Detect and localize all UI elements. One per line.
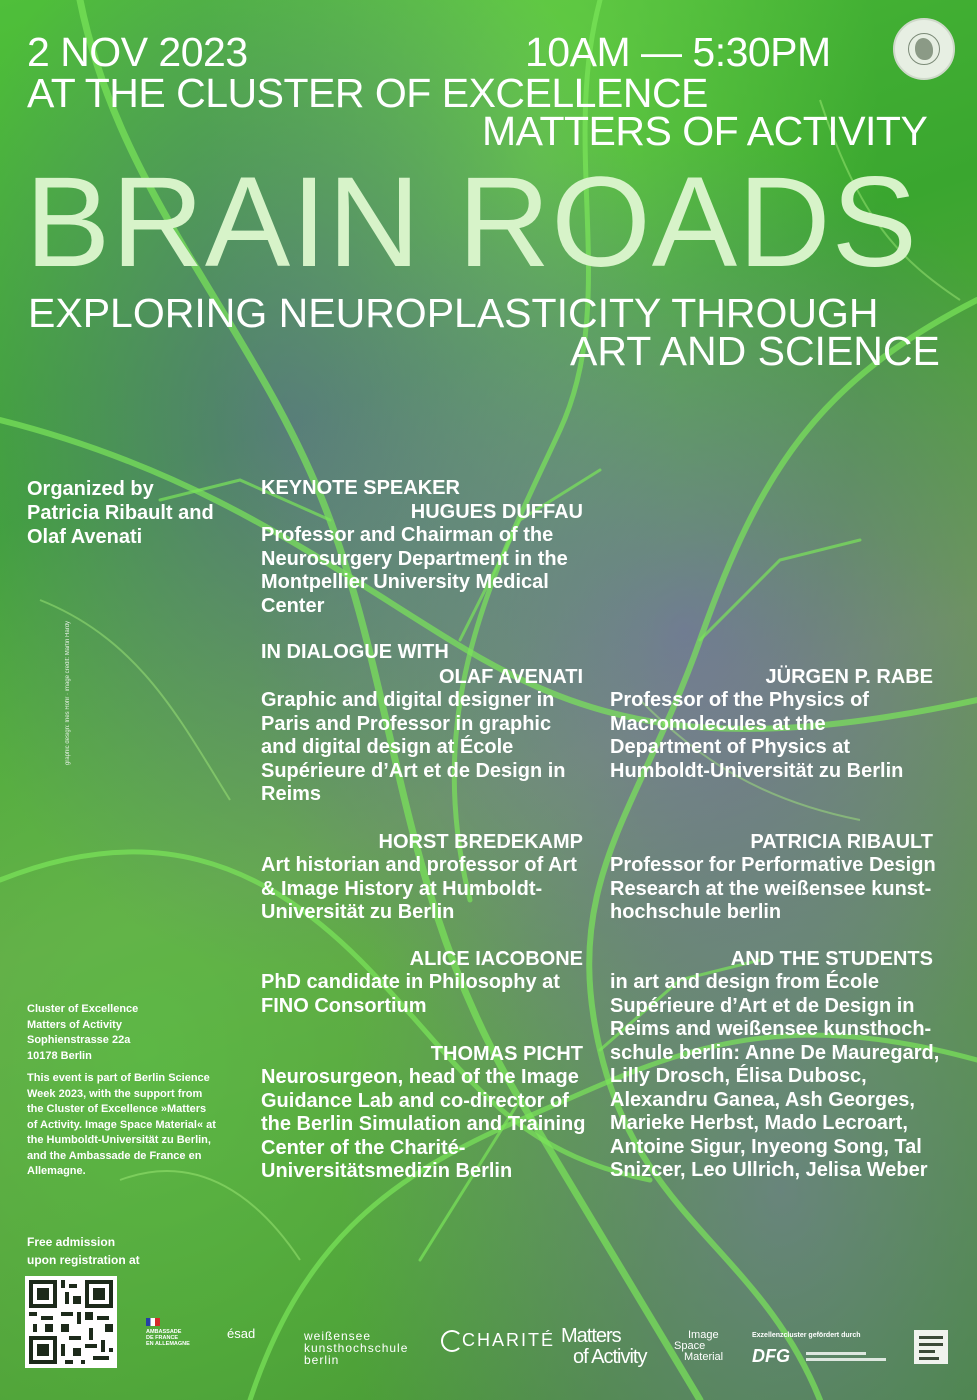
venue-line-1: AT THE CLUSTER OF EXCELLENCE <box>27 70 708 116</box>
event-date: 2 NOV 2023 <box>27 29 248 75</box>
organizers-line: Organized by <box>27 478 154 500</box>
note-line: the Cluster of Excellence »Matters <box>27 1103 207 1115</box>
speaker-name-avenati: OLAF AVENATI <box>438 666 583 688</box>
desc-line: and digital design at École <box>261 736 514 758</box>
keynote-name: HUGUES DUFFAU <box>410 501 583 523</box>
desc-line: Supérieure d’Art et de Design in <box>610 994 915 1017</box>
keynote-label: KEYNOTE SPEAKER <box>261 477 460 499</box>
note-line: Week 2023, with the support from <box>27 1087 203 1100</box>
registration-line: Free admission <box>27 1235 116 1249</box>
speaker-desc-rabe <box>610 689 965 783</box>
ism-line: Material <box>684 1351 724 1363</box>
photo-credit: graphic design: Ines Rohr · image credit: Martin Hardy <box>65 620 72 766</box>
weissensee-line: kunsthochschule <box>304 1341 409 1355</box>
speaker-desc-picht <box>261 1066 606 1184</box>
desc-line: Art historian and professor of Art <box>261 854 577 876</box>
note-line: Allemagne. <box>27 1165 86 1177</box>
note-line: and the Ambassade de France en <box>27 1149 202 1162</box>
address-line: Matters of Activity <box>27 1018 122 1031</box>
organizers-line: Olaf Avenati <box>27 526 143 548</box>
desc-line: Professor of the Physics of <box>610 689 869 711</box>
desc-line: hochschule berlin <box>610 901 782 923</box>
charite-text: CHARITÉ <box>462 1330 556 1350</box>
desc-line: schule berlin: Anne De Mauregard, <box>610 1041 940 1064</box>
speaker-desc-ribault <box>610 854 965 925</box>
desc-line: Antoine Sigur, Inyeong Song, Tal <box>610 1135 922 1158</box>
weissensee-logo <box>304 1330 408 1366</box>
registration-text <box>27 1233 140 1269</box>
image-space-material-logo <box>674 1330 723 1363</box>
matters-line: of Activity <box>573 1346 647 1368</box>
desc-line: Neurosurgery Department in the <box>261 547 568 570</box>
address-line: Cluster of Excellence <box>27 1003 139 1015</box>
ambassade-line: AMBASSADE <box>146 1329 182 1335</box>
charite-logo <box>441 1330 555 1352</box>
dfg-subtitle-graphic <box>806 1350 888 1364</box>
desc-line: Alexandru Ganea, Ash Georges, <box>610 1088 915 1111</box>
desc-line: Reims and weißensee kunsthoch- <box>610 1018 932 1040</box>
speaker-name-rabe: JÜRGEN P. RABE <box>765 666 933 688</box>
desc-line: Universitätsmedizin Berlin <box>261 1160 513 1182</box>
ism-line: Image <box>688 1329 719 1341</box>
desc-line: Center of the Charité- <box>261 1136 466 1159</box>
desc-line: Macromolecules at the <box>610 712 826 735</box>
desc-line: Graphic and digital designer in <box>261 689 555 711</box>
speaker-name-picht: THOMAS PICHT <box>430 1043 583 1065</box>
desc-line: Marieke Herbst, Mado Lecroart, <box>610 1112 908 1134</box>
students-description <box>610 971 970 1183</box>
event-time: 10AM — 5:30PM <box>525 29 831 75</box>
desc-line: Paris and Professor in graphic <box>261 712 552 735</box>
note-line: of Activity. Image Space Material« at <box>27 1118 216 1131</box>
organizers <box>27 477 214 549</box>
berlin-science-week-logo <box>914 1330 948 1364</box>
ambassade-line: DE FRANCE <box>146 1335 179 1341</box>
desc-line: & Image History at Humboldt- <box>261 877 543 900</box>
desc-line: in art and design from École <box>610 971 879 993</box>
dfg-logo: DFG <box>752 1346 790 1366</box>
desc-line: Montpellier University Medical <box>261 571 549 593</box>
ism-line: Space <box>674 1340 706 1352</box>
desc-line: Supérieure d’Art et de Design in <box>261 759 566 782</box>
event-note <box>27 1071 242 1180</box>
desc-line: Humboldt-Universität zu Berlin <box>610 759 904 782</box>
address-line: 10178 Berlin <box>27 1049 92 1062</box>
dfg-caption: Exzellenzcluster gefördert durch <box>752 1332 861 1339</box>
note-line: the Humboldt-Universität zu Berlin, <box>27 1134 211 1146</box>
registration-line: upon registration at <box>27 1253 140 1267</box>
event-title: BRAIN ROADS <box>25 151 918 294</box>
keynote-description <box>261 524 601 618</box>
dialogue-label: IN DIALOGUE WITH <box>261 641 449 663</box>
desc-line: FINO Consortium <box>261 994 427 1017</box>
ambassade-de-france-logo <box>146 1318 190 1347</box>
flag-icon <box>146 1318 160 1326</box>
charite-c-icon <box>441 1330 463 1352</box>
venue-line-2: MATTERS OF ACTIVITY <box>482 108 928 154</box>
esad-logo: ésad <box>227 1326 256 1341</box>
desc-line: the Berlin Simulation and Training <box>261 1113 586 1135</box>
matters-of-activity-logo <box>561 1326 646 1368</box>
desc-line: Reims <box>261 783 322 805</box>
speaker-desc-bredekamp <box>261 854 606 925</box>
organizers-line: Patricia Ribault and <box>27 502 214 524</box>
speaker-name-iacobone: ALICE IACOBONE <box>409 948 583 970</box>
venue-address <box>27 1002 138 1064</box>
desc-line: PhD candidate in Philosophy at <box>261 971 560 993</box>
matters-line: Matters <box>561 1325 621 1347</box>
desc-line: Snizcer, Leo Ullrich, Jelisa Weber <box>610 1159 928 1181</box>
desc-line: Professor and Chairman of the <box>261 524 554 546</box>
weissensee-line: berlin <box>304 1353 340 1367</box>
desc-line: Neurosurgeon, head of the Image <box>261 1066 579 1088</box>
speaker-desc-iacobone <box>261 971 606 1018</box>
humboldt-university-seal <box>893 18 955 80</box>
desc-line: Research at the weißensee kunst- <box>610 877 932 900</box>
speaker-name-ribault: PATRICIA RIBAULT <box>750 831 933 853</box>
subtitle-line-1: EXPLORING NEUROPLASTICITY THROUGH <box>28 290 879 336</box>
ambassade-line: EN ALLEMAGNE <box>146 1341 190 1347</box>
desc-line: Department of Physics at <box>610 736 851 758</box>
desc-line: Guidance Lab and co-director of <box>261 1089 569 1112</box>
desc-line: Lilly Drosch, Élisa Dubosc, <box>610 1065 867 1087</box>
note-line: This event is part of Berlin Science <box>27 1072 210 1084</box>
address-line: Sophienstrasse 22a <box>27 1034 131 1046</box>
speaker-desc-avenati <box>261 689 606 807</box>
students-label: AND THE STUDENTS <box>730 948 933 970</box>
weissensee-line: weißensee <box>304 1329 372 1343</box>
speaker-name-bredekamp: HORST BREDEKAMP <box>378 831 583 853</box>
desc-line: Professor for Performative Design <box>610 854 936 876</box>
desc-line: Center <box>261 594 325 617</box>
subtitle-line-2: ART AND SCIENCE <box>570 328 940 374</box>
desc-line: Universität zu Berlin <box>261 901 455 923</box>
registration-qr-code[interactable] <box>25 1276 117 1368</box>
